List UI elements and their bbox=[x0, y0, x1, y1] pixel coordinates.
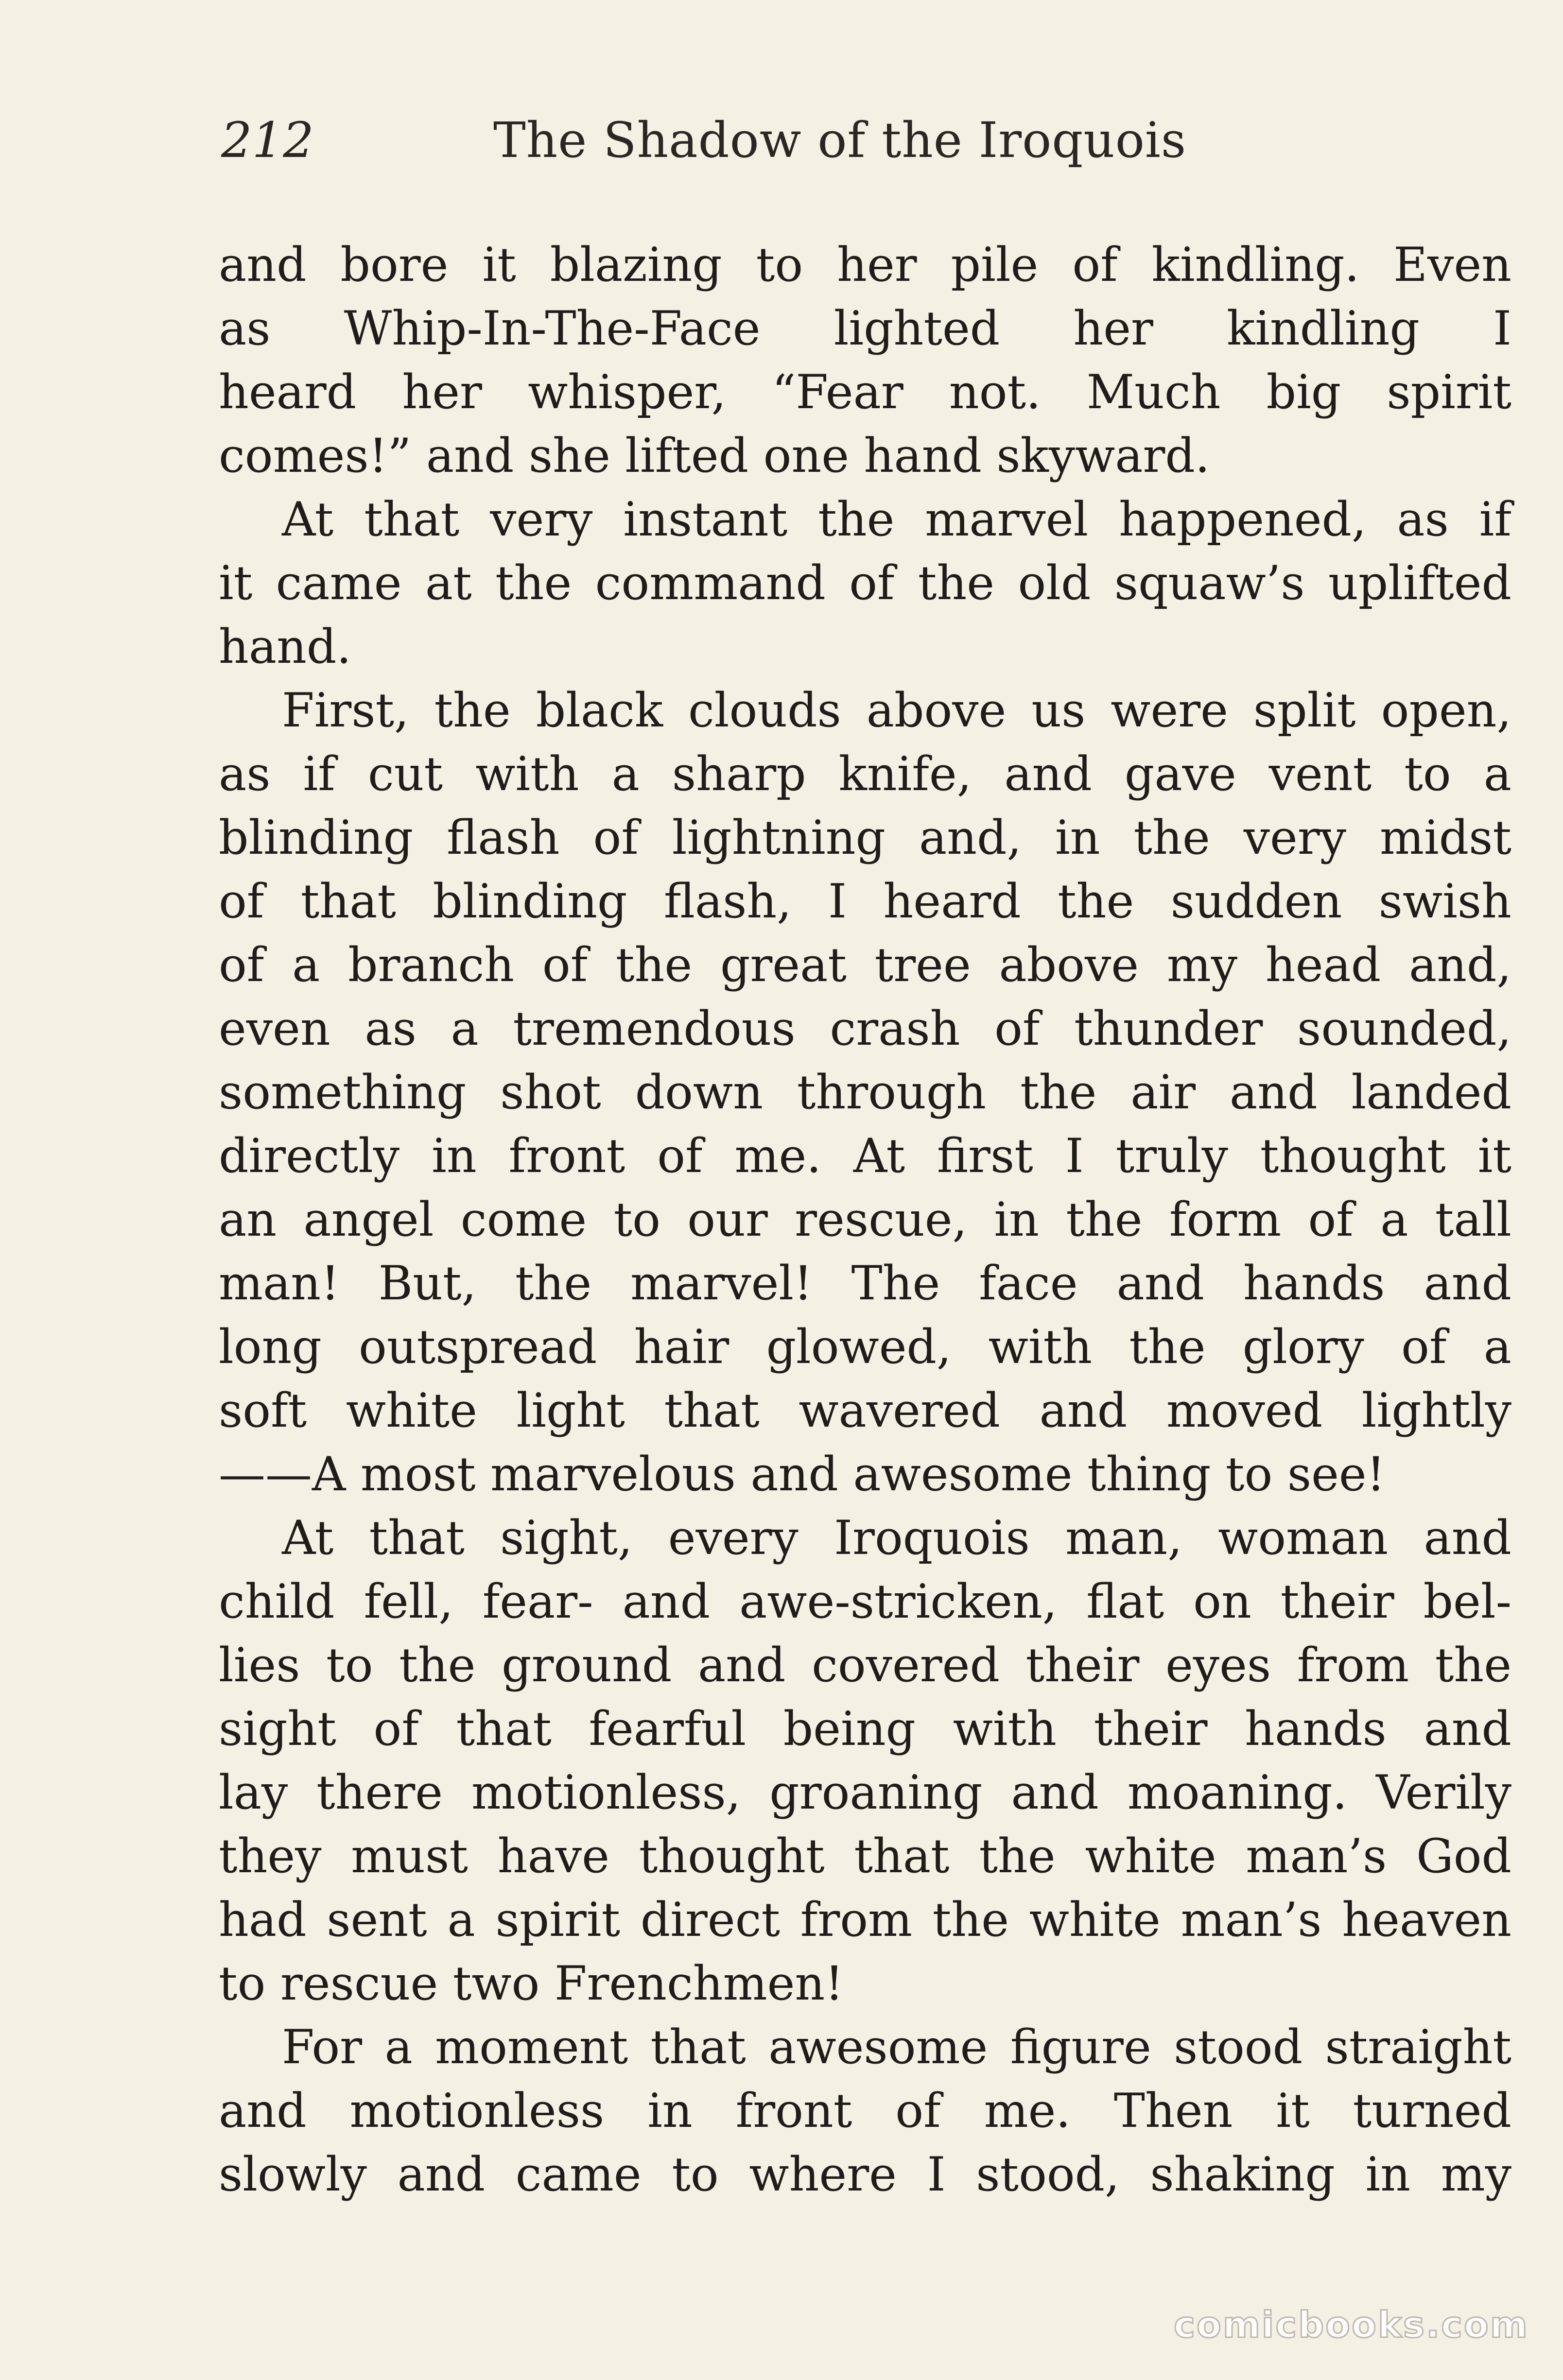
text-line: as Whip-In-The-Face lighted her kindling I bbox=[219, 301, 1511, 356]
paragraph-start-line: At that very instant the marvel happened, as if bbox=[282, 492, 1511, 547]
text-line: man! But, the marvel! The face and hands and bbox=[219, 1256, 1511, 1311]
page-number: 212 bbox=[221, 112, 314, 169]
text-line: lies to the ground and covered their eyes from the bbox=[219, 1638, 1511, 1692]
text-line: comes!” and she lifted one hand skyward. bbox=[219, 429, 1210, 483]
paragraph-start-line: At that sight, every Iroquois man, woman and bbox=[282, 1511, 1511, 1565]
paragraph-start-line: For a moment that awesome figure stood straight bbox=[282, 2020, 1511, 2074]
text-line: directly in front of me. At first I truly thought it bbox=[219, 1129, 1511, 1183]
text-line: blinding flash of lightning and, in the very midst bbox=[219, 811, 1511, 865]
text-line: had sent a spirit direct from the white man’s heaven bbox=[219, 1893, 1511, 1947]
text-line: sight of that fearful being with their hands and bbox=[219, 1702, 1511, 1756]
text-line: something shot down through the air and landed bbox=[219, 1065, 1511, 1120]
text-line: and motionless in front of me. Then it turned bbox=[219, 2084, 1511, 2138]
text-line: and bore it blazing to her pile of kindling. Even bbox=[219, 238, 1511, 292]
text-line: of a branch of the great tree above my head and, bbox=[219, 938, 1511, 992]
text-line: slowly and came to where I stood, shaking in my bbox=[219, 2147, 1511, 2202]
running-head bbox=[221, 112, 1514, 180]
watermark: comicbooks.com bbox=[1174, 2304, 1529, 2346]
body-text bbox=[219, 233, 1511, 2207]
text-line: they must have thought that the white man’s God bbox=[219, 1829, 1511, 1883]
text-line: soft white light that wavered and moved lightly bbox=[219, 1383, 1511, 1438]
text-line: ——A most marvelous and awesome thing to see! bbox=[219, 1447, 1386, 1501]
text-line: even as a tremendous crash of thunder sounded, bbox=[219, 1001, 1511, 1056]
text-line: to rescue two Frenchmen! bbox=[219, 1956, 844, 2011]
book-title: The Shadow of the Iroquois bbox=[493, 112, 1187, 169]
text-line: lay there motionless, groaning and moaning. Verily bbox=[219, 1765, 1511, 1820]
text-line: heard her whisper, “Fear not. Much big spirit bbox=[219, 365, 1511, 419]
text-line: of that blinding flash, I heard the sudden swish bbox=[219, 874, 1511, 929]
text-line: long outspread hair glowed, with the glory of a bbox=[219, 1320, 1511, 1374]
text-line: an angel come to our rescue, in the form of a tall bbox=[219, 1192, 1511, 1247]
text-line: hand. bbox=[219, 620, 351, 674]
text-line: child fell, fear- and awe-stricken, flat on their bel- bbox=[219, 1574, 1511, 1629]
text-line: as if cut with a sharp knife, and gave vent to a bbox=[219, 747, 1511, 801]
text-line: it came at the command of the old squaw’s uplifted bbox=[219, 556, 1511, 610]
paragraph-start-line: First, the black clouds above us were split open, bbox=[282, 683, 1511, 738]
